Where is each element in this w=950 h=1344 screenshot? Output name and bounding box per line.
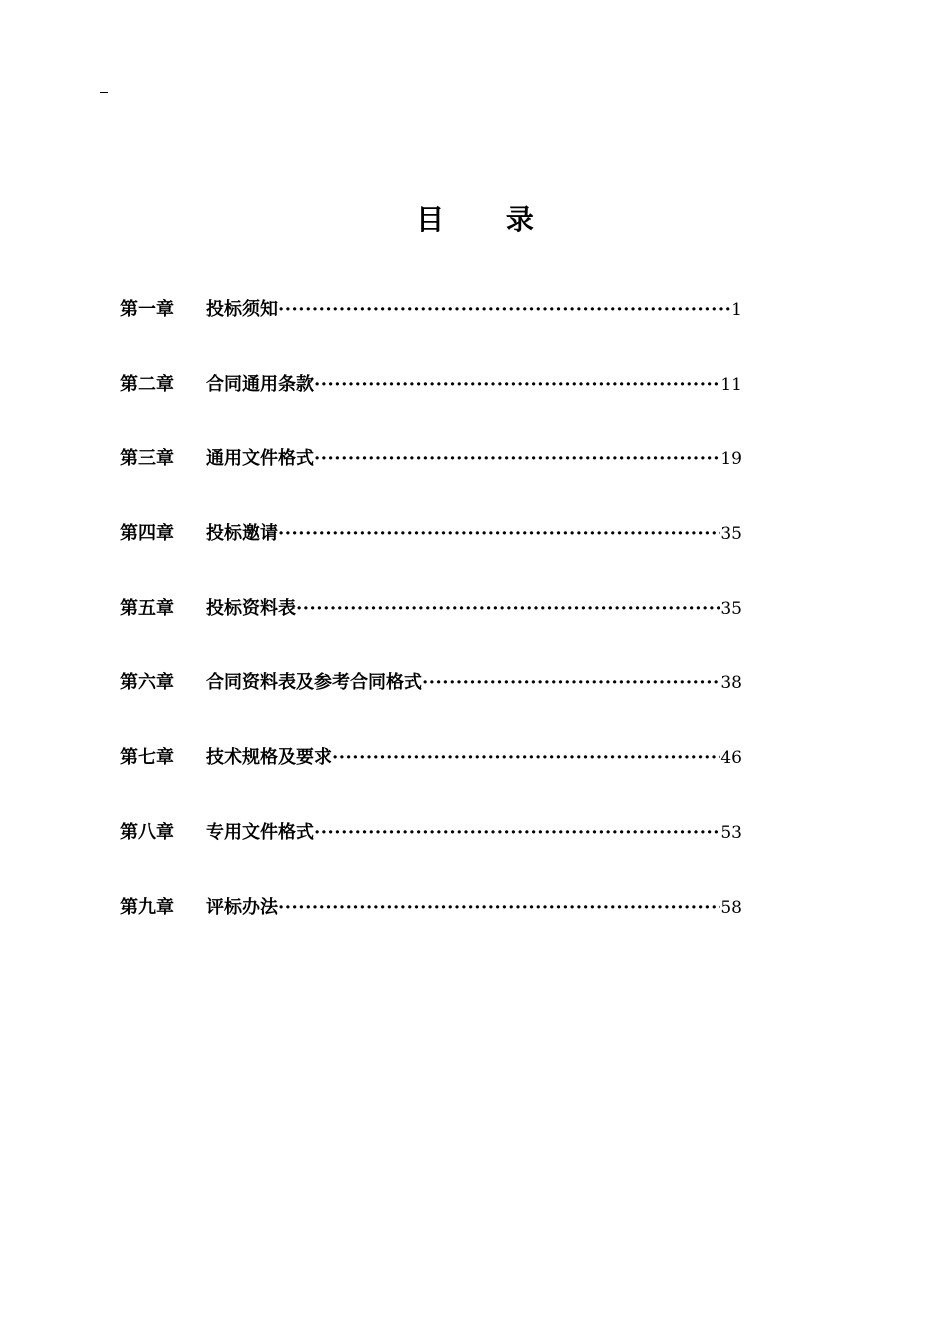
- toc-chapter-label: 第三章: [120, 448, 174, 470]
- toc-entry-name: 投标资料表: [206, 597, 296, 619]
- toc-page-number: 46: [720, 748, 742, 769]
- toc-entry-link[interactable]: [206, 740, 742, 776]
- toc-entry-link[interactable]: [206, 367, 742, 403]
- toc-dot-leader: [278, 516, 720, 552]
- toc-entry-link[interactable]: [206, 815, 742, 851]
- toc-page-number: 53: [720, 822, 742, 843]
- toc-item: [120, 591, 742, 666]
- toc-page-number: 38: [720, 673, 742, 694]
- toc-item: [120, 367, 742, 442]
- toc-entry-link[interactable]: [206, 890, 742, 926]
- toc-entry-link[interactable]: [206, 441, 742, 477]
- toc-page-number: 58: [720, 897, 742, 918]
- toc-page-number: 19: [720, 449, 742, 470]
- toc-chapter-label: 第七章: [120, 747, 174, 769]
- toc-item: [120, 740, 742, 815]
- toc-item: [120, 890, 742, 965]
- toc-item: [120, 815, 742, 890]
- toc-entry-name: 专用文件格式: [206, 821, 314, 843]
- toc-list: [120, 292, 742, 964]
- toc-page-number: 11: [720, 374, 742, 395]
- toc-page-number: 35: [720, 524, 742, 545]
- toc-entry-link[interactable]: [206, 591, 742, 627]
- toc-dot-leader: [278, 890, 720, 926]
- toc-entry-name: 技术规格及要求: [206, 747, 332, 769]
- corner-mark: [100, 92, 108, 93]
- toc-chapter-label: 第一章: [120, 299, 174, 320]
- toc-entry-name: 评标办法: [206, 896, 278, 918]
- toc-item: [120, 441, 742, 516]
- toc-entry-name: 投标须知: [206, 299, 278, 320]
- toc-chapter-label: 第二章: [120, 373, 174, 395]
- toc-chapter-label: 第八章: [120, 821, 174, 843]
- toc-entry-name: 投标邀请: [206, 523, 278, 545]
- toc-chapter-label: 第五章: [120, 597, 174, 619]
- toc-entry-link[interactable]: [206, 665, 742, 701]
- toc-dot-leader: [278, 292, 731, 328]
- toc-item: [120, 516, 742, 591]
- toc-dot-leader: [422, 665, 720, 701]
- toc-page-number: 1: [731, 300, 742, 320]
- toc-entry-name: 合同资料表及参考合同格式: [206, 672, 422, 694]
- toc-item: [120, 292, 742, 367]
- toc-entry-name: 通用文件格式: [206, 448, 314, 470]
- toc-item: [120, 665, 742, 740]
- toc-chapter-label: 第四章: [120, 523, 174, 545]
- toc-entry-name: 合同通用条款: [206, 373, 314, 395]
- toc-dot-leader: [296, 591, 720, 627]
- toc-dot-leader: [332, 740, 720, 776]
- toc-entry-link[interactable]: [206, 292, 742, 328]
- toc-chapter-label: 第九章: [120, 896, 174, 918]
- toc-title: 目 录: [416, 203, 560, 236]
- toc-page-number: 35: [720, 598, 742, 619]
- toc-dot-leader: [314, 367, 720, 403]
- toc-entry-link[interactable]: [206, 516, 742, 552]
- toc-chapter-label: 第六章: [120, 672, 174, 694]
- toc-dot-leader: [314, 441, 720, 477]
- toc-dot-leader: [314, 815, 720, 851]
